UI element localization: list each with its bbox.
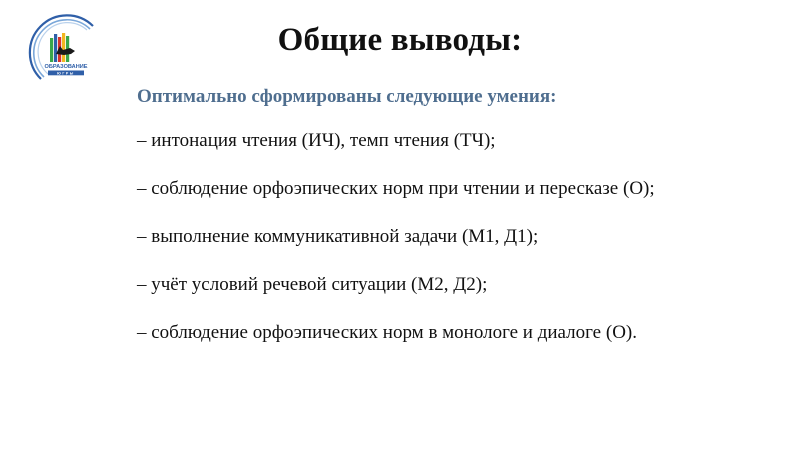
- list-item: – интонация чтения (ИЧ), темп чтения (ТЧ);: [137, 130, 496, 151]
- list-item: – соблюдение орфоэпических норм при чтении и пересказе (О);: [137, 178, 655, 199]
- logo-text: ОБРАЗОВАНИЕ: [44, 64, 88, 70]
- list-item: – соблюдение орфоэпических норм в монологе и диалоге (О).: [137, 322, 637, 343]
- list-item: – выполнение коммуникативной задачи (М1, Д1);: [137, 226, 539, 247]
- list-item: – учёт условий речевой ситуации (М2, Д2);: [137, 274, 488, 295]
- skills-list: [137, 130, 655, 370]
- logo-subtext: ЮГРЫ: [57, 71, 75, 76]
- slide-subtitle: Оптимально сформированы следующие умения:: [137, 86, 557, 107]
- slide-title: Общие выводы:: [277, 22, 523, 58]
